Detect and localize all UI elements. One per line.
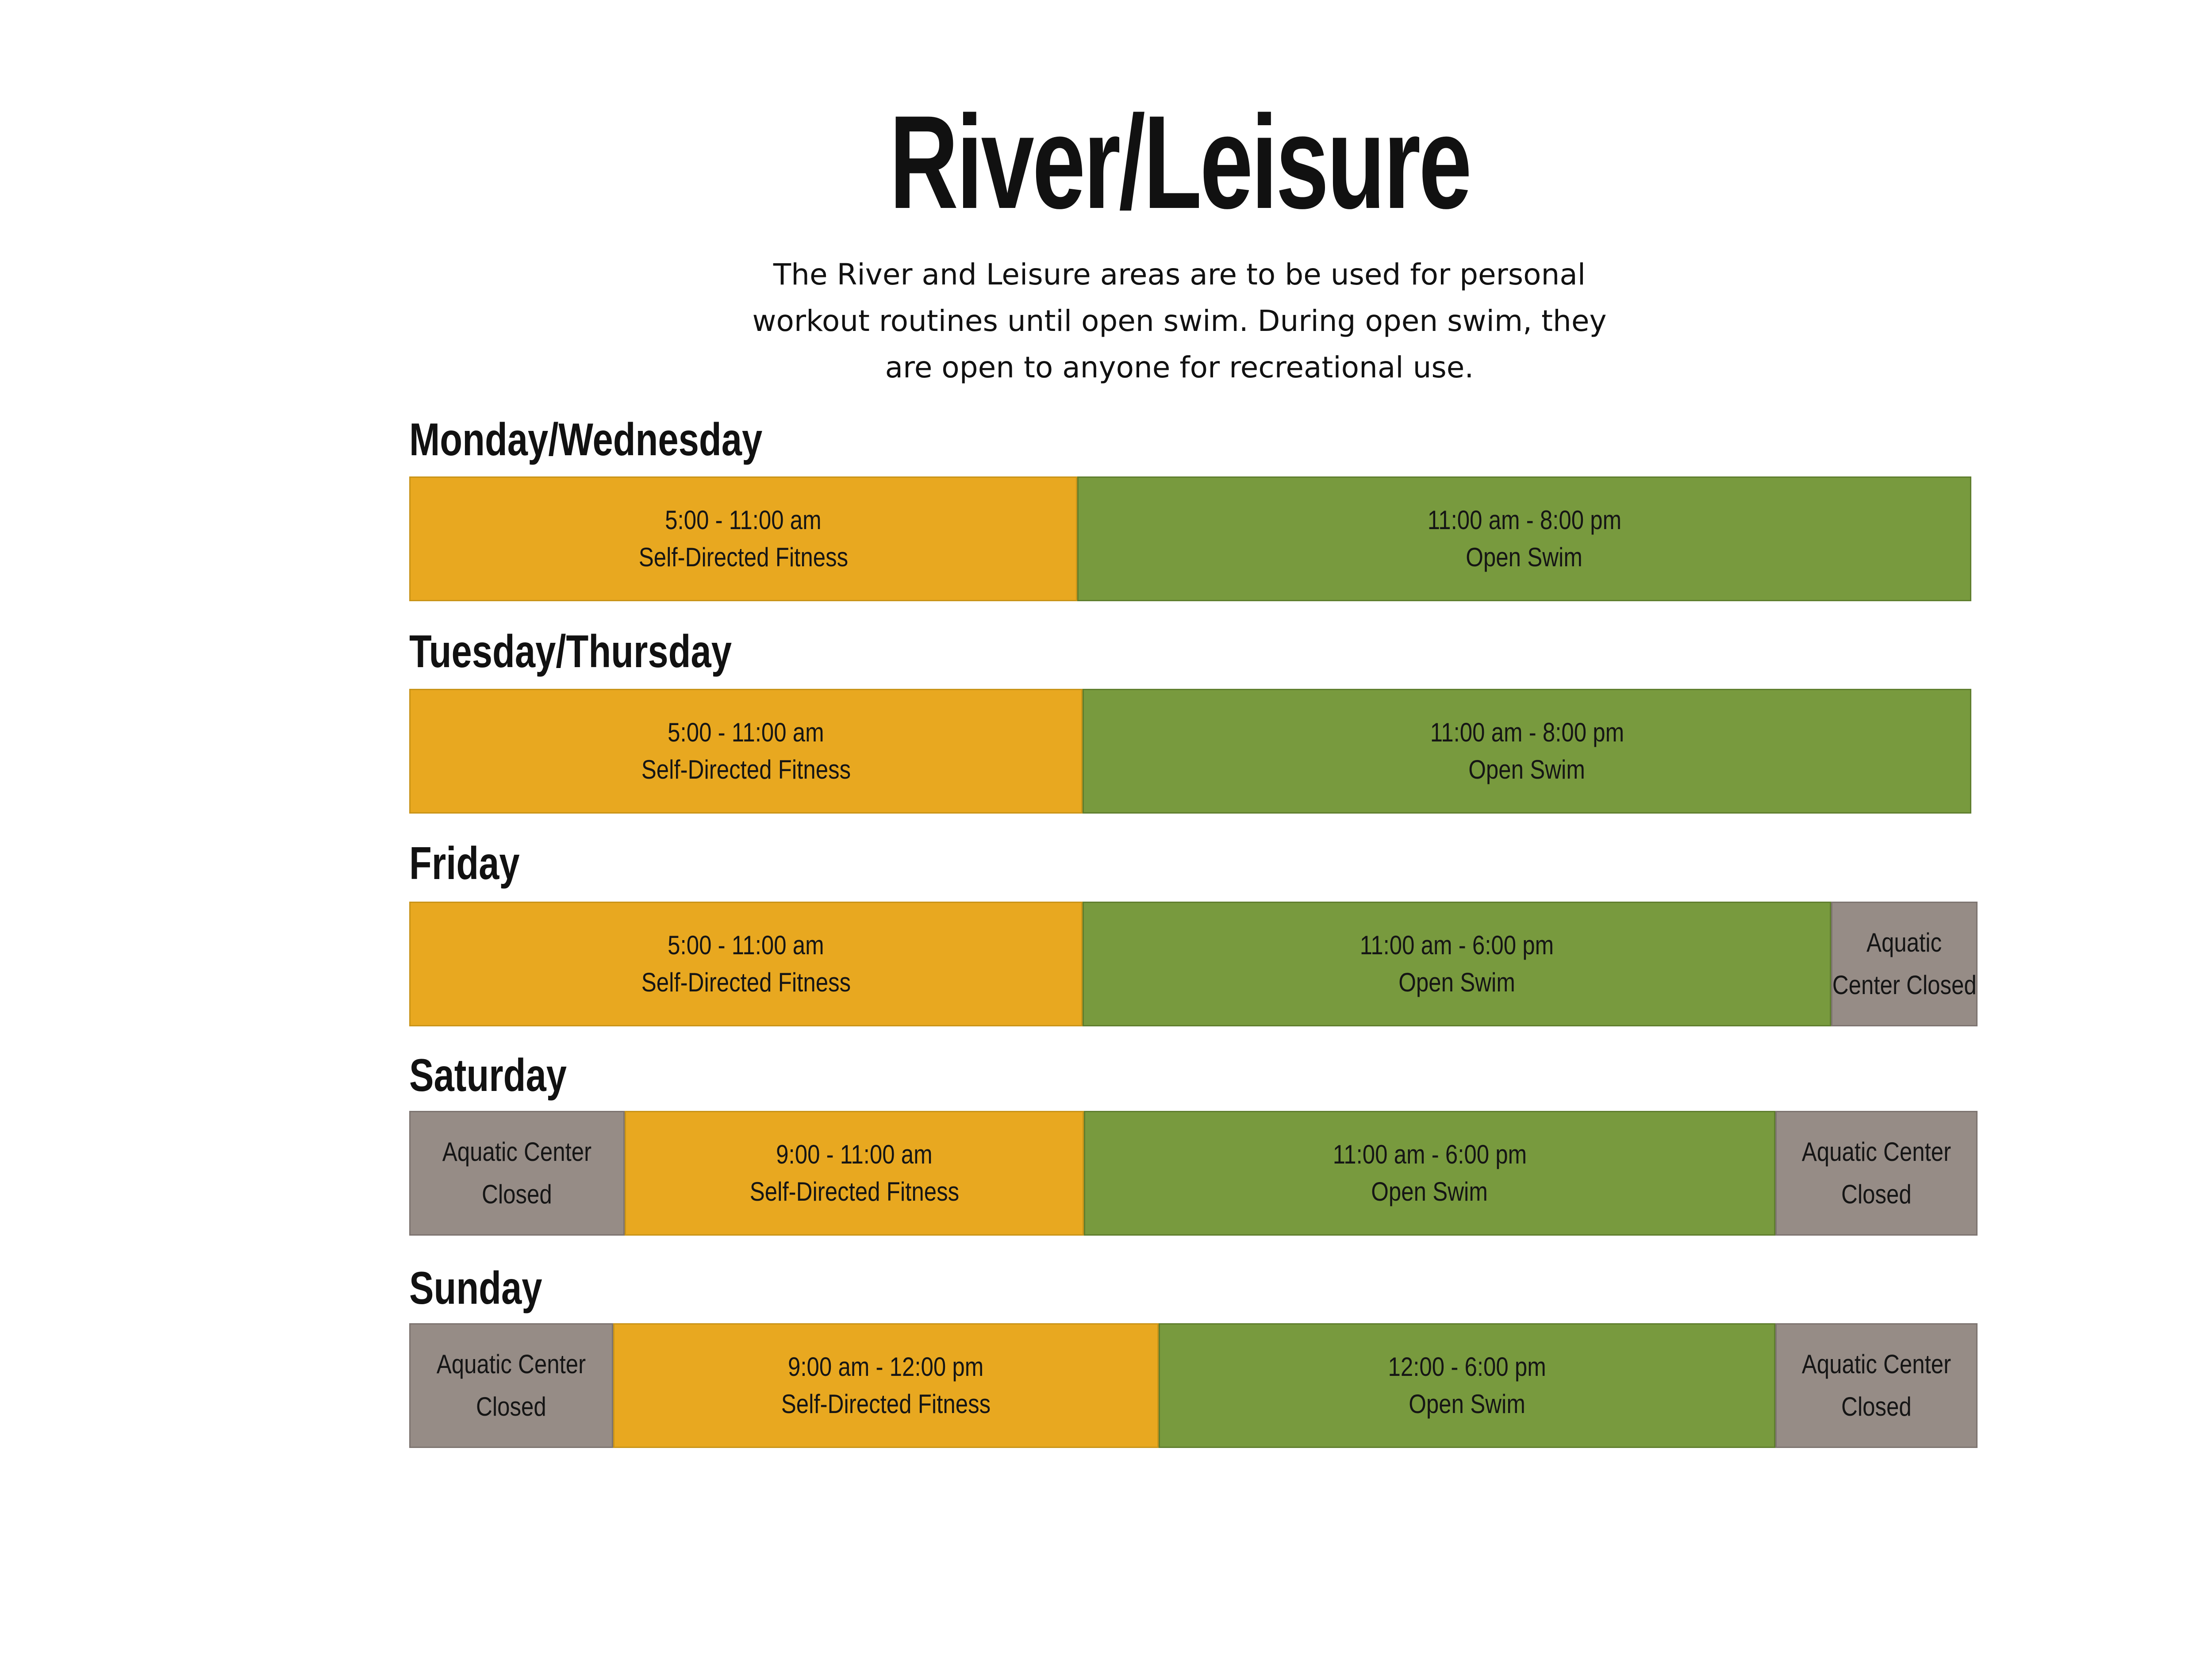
- block-activity: Open Swim: [1466, 542, 1583, 572]
- schedule-bar-sunday: [409, 1323, 1978, 1449]
- schedule-bar-friday: [409, 902, 1978, 1027]
- schedule-bar-monday-wednesday: [409, 476, 1971, 602]
- closed-label-line1: Aquatic: [1866, 928, 1942, 957]
- block-time: 5:00 - 11:00 am: [668, 930, 824, 960]
- open-swim-block: [1083, 689, 1971, 814]
- fitness-block: [409, 689, 1083, 814]
- block-time: 5:00 - 11:00 am: [668, 718, 824, 747]
- day-heading-tuesday-thursday: Tuesday/Thursday: [409, 626, 732, 677]
- closed-label-line2: Closed: [1841, 1179, 1912, 1209]
- closed-label-line2: Closed: [476, 1392, 546, 1421]
- block-time: 9:00 am - 12:00 pm: [788, 1352, 984, 1382]
- open-swim-block: [1077, 476, 1971, 601]
- closed-block: [1775, 1111, 1978, 1236]
- block-time: 11:00 am - 6:00 pm: [1333, 1140, 1527, 1169]
- block-time: 11:00 am - 8:00 pm: [1430, 718, 1624, 747]
- closed-label-line2: Closed: [482, 1179, 552, 1209]
- day-heading-friday: Friday: [409, 838, 520, 889]
- schedule-bar-tuesday-thursday: [409, 689, 1971, 814]
- block-activity: Self-Directed Fitness: [749, 1177, 959, 1206]
- block-time: 11:00 am - 6:00 pm: [1359, 930, 1554, 960]
- open-swim-block: [1159, 1323, 1775, 1448]
- open-swim-block: [1083, 902, 1831, 1026]
- block-activity: Self-Directed Fitness: [641, 968, 851, 997]
- block-activity: Self-Directed Fitness: [781, 1389, 991, 1419]
- block-time: 11:00 am - 8:00 pm: [1427, 505, 1621, 535]
- closed-label-line2: Closed: [1841, 1392, 1912, 1421]
- day-heading-sunday: Sunday: [409, 1263, 542, 1314]
- fitness-block: [409, 902, 1083, 1026]
- closed-block: [409, 1111, 625, 1236]
- open-swim-block: [1084, 1111, 1775, 1236]
- page-title: River/Leisure: [889, 88, 1470, 236]
- block-activity: Open Swim: [1468, 755, 1586, 784]
- closed-block: [409, 1323, 613, 1448]
- closed-label-line1: Aquatic Center: [1801, 1137, 1951, 1167]
- block-activity: Open Swim: [1409, 1389, 1525, 1419]
- closed-block: [1775, 1323, 1978, 1448]
- block-time: 5:00 - 11:00 am: [665, 505, 822, 535]
- closed-label-line1: Aquatic Center: [442, 1137, 592, 1167]
- fitness-block: [625, 1111, 1084, 1236]
- day-heading-monday-wednesday: Monday/Wednesday: [409, 414, 763, 465]
- day-heading-saturday: Saturday: [409, 1050, 567, 1101]
- block-activity: Self-Directed Fitness: [641, 755, 851, 784]
- block-activity: Open Swim: [1371, 1177, 1488, 1206]
- closed-label-line1: Aquatic Center: [436, 1349, 586, 1379]
- intro-text: The River and Leisure areas are to be used for personal workout routines until open swim. During open swim, they are open to anyone for recreational use.: [752, 257, 1607, 384]
- block-activity: Open Swim: [1398, 968, 1515, 997]
- fitness-block: [409, 476, 1077, 601]
- block-time: 9:00 - 11:00 am: [776, 1140, 933, 1169]
- schedule-bar-saturday: [409, 1111, 1978, 1237]
- block-activity: Self-Directed Fitness: [638, 542, 848, 572]
- fitness-block: [613, 1323, 1159, 1448]
- block-time: 12:00 - 6:00 pm: [1388, 1352, 1546, 1382]
- closed-label-line2: Center Closed: [1832, 970, 1977, 1000]
- closed-label-line1: Aquatic Center: [1801, 1349, 1951, 1379]
- closed-block: [1831, 902, 1978, 1026]
